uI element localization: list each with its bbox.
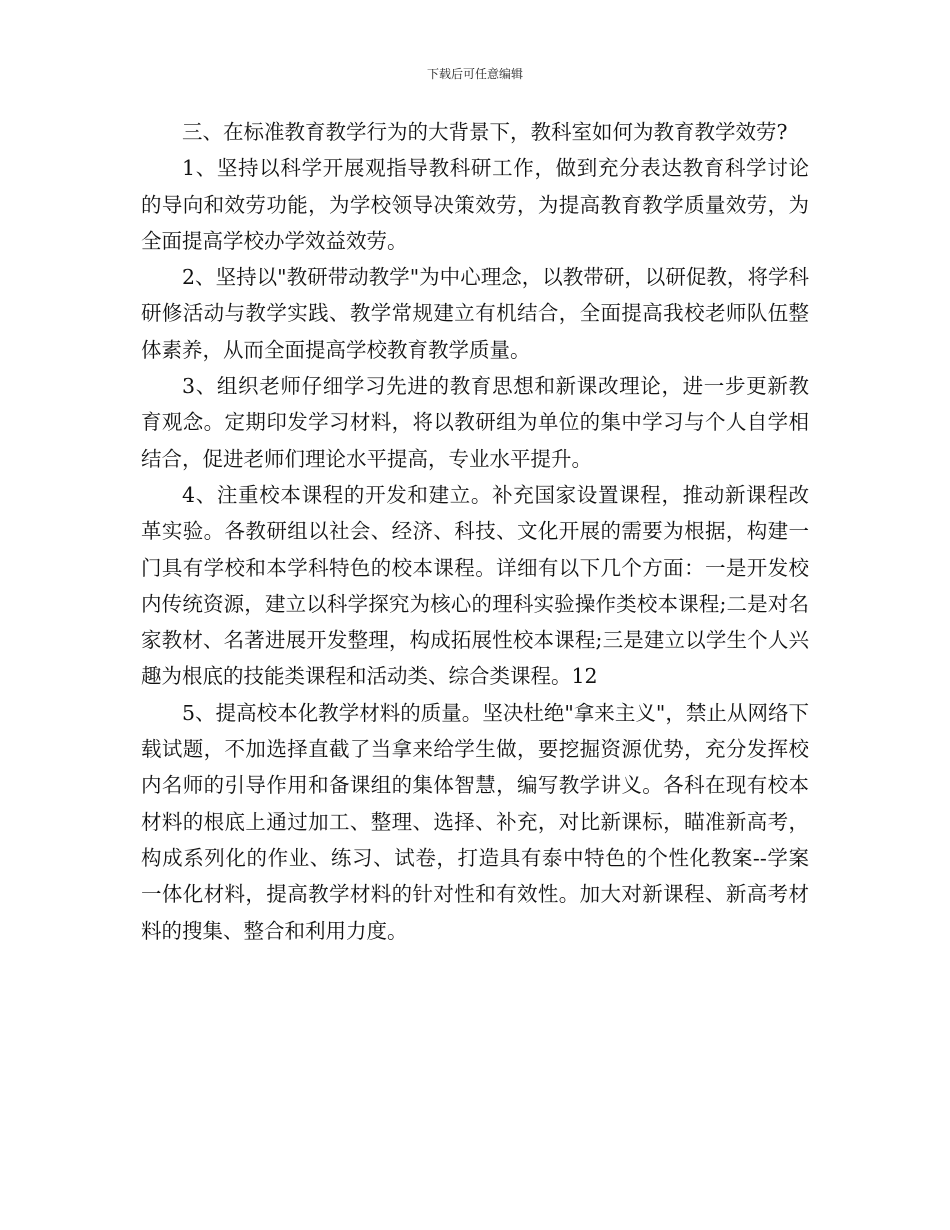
header-note: 下载后可任意编辑: [426, 67, 523, 81]
paragraph-item-5: 5、提高校本化教学材料的质量。坚决杜绝"拿来主义"，禁止从网络下载试题，不加选择直截了当拿来给学生做，要挖掘资源优势，充分发挥校内名师的引导作用和备课组的集体智慧，编写教学讲义。各科在现有校本材料的根底上通过加工、整理、选择、补充，对比新课标，瞄准新高考，构成系列化的作业、练习、试卷，打造具有泰中特色的个性化教案--学案一体化材料，提高教学材料的针对性和有效性。加大对新课程、新高考材料的搜集、整合和利用力度。: [141, 700, 809, 943]
paragraph-section-heading: 三、在标准教育教学行为的大背景下，教科室如何为教育教学效劳?: [182, 120, 788, 144]
paragraph-item-1: 1、坚持以科学开展观指导教科研工作，做到充分表达教育科学讨论的导向和效劳功能，为学校领导决策效劳，为提高教育教学质量效劳，为全面提高学校办学效益效劳。: [141, 156, 809, 253]
paragraph-item-4: 4、注重校本课程的开发和建立。补充国家设置课程，推动新课程改革实验。各教研组以社会、经济、科技、文化开展的需要为根据，构建一门具有学校和本学科特色的校本课程。详细有以下几个方面：一是开发校内传统资源，建立以科学探究为核心的理科实验操作类校本课程;二是对名家教材、名著进展开发整理，构成拓展性校本课程;三是建立以学生个人兴趣为根底的技能类课程和活动类、综合类课程。12: [141, 482, 809, 689]
paragraph-item-2: 2、坚持以"教研带动教学"为中心理念，以教带研，以研促教，将学科研修活动与教学实践、教学常规建立有机结合，全面提高我校老师队伍整体素养，从而全面提高学校教育教学质量。: [141, 265, 809, 362]
paragraph-item-3: 3、组织老师仔细学习先进的教育思想和新课改理论，进一步更新教育观念。定期印发学习材料，将以教研组为单位的集中学习与个人自学相结合，促进老师们理论水平提高，专业水平提升。: [141, 374, 809, 471]
document-body: [141, 114, 809, 949]
